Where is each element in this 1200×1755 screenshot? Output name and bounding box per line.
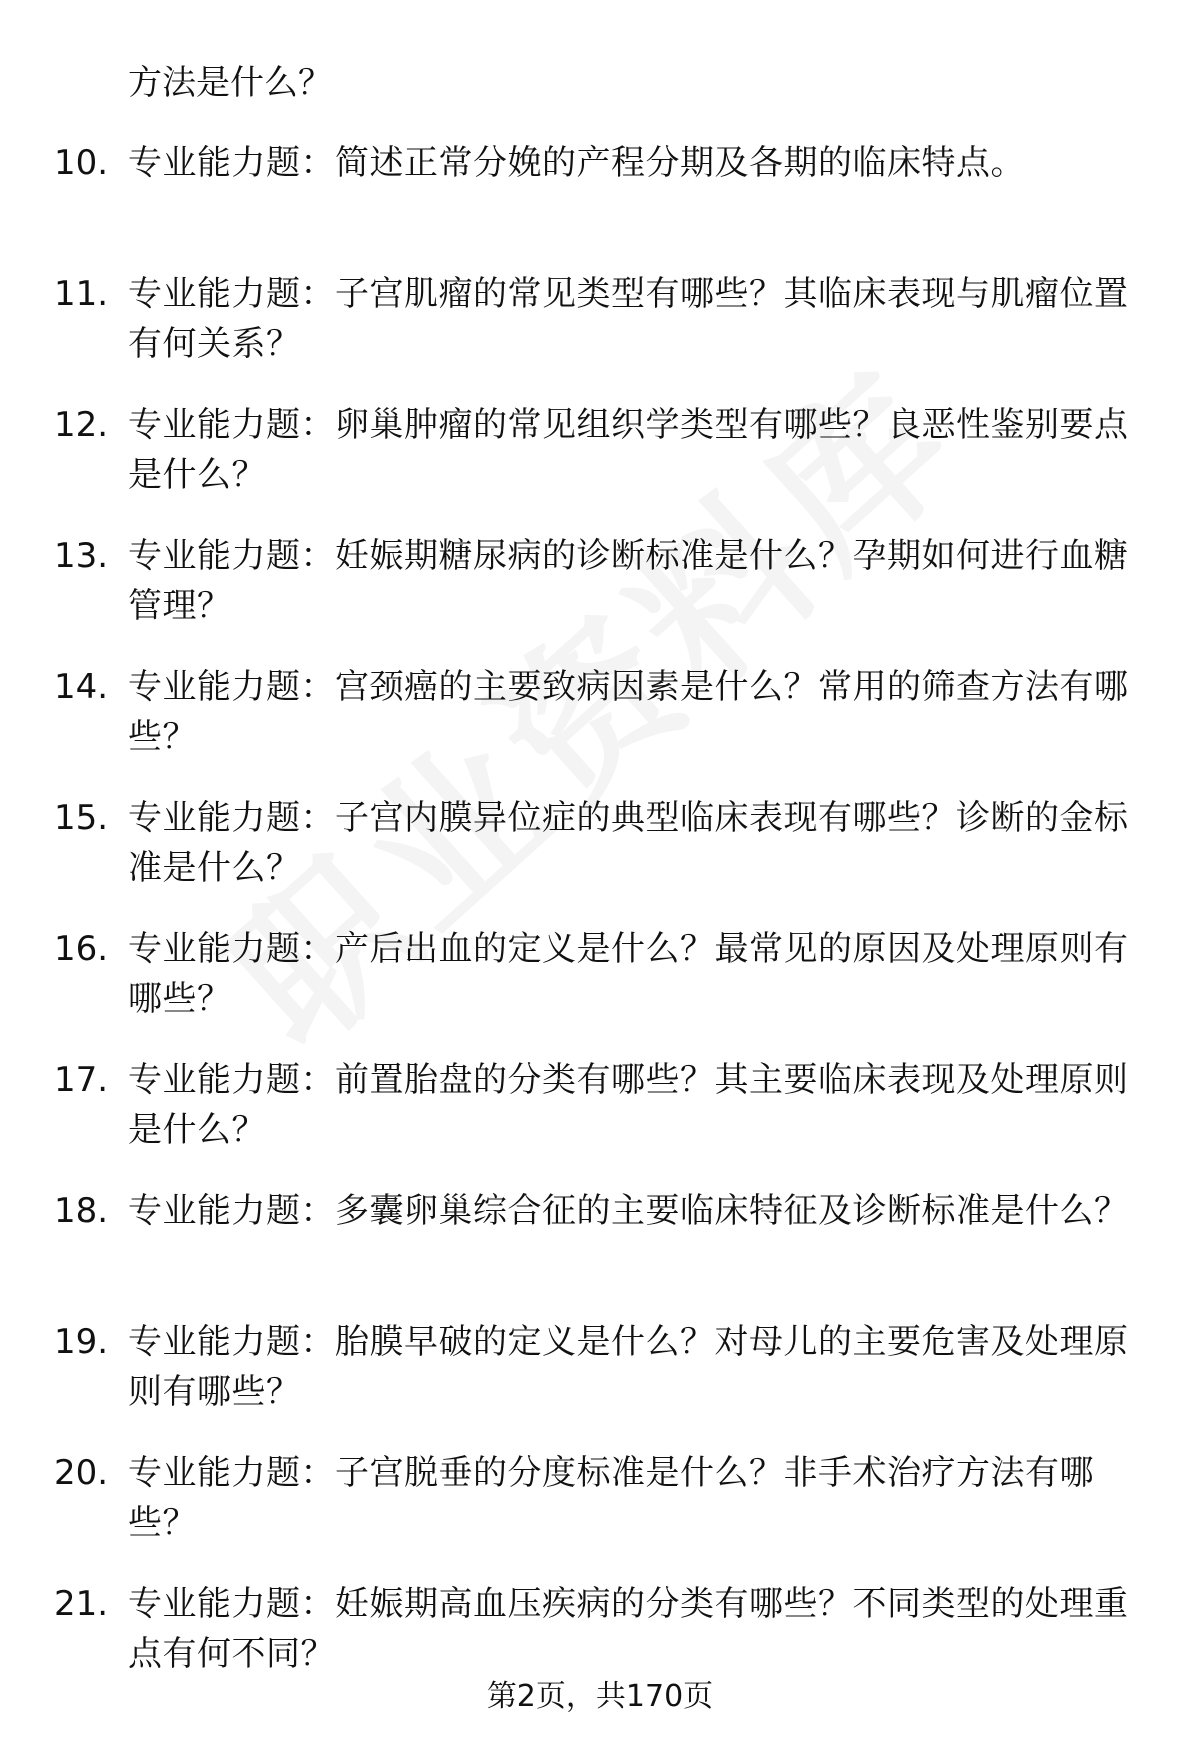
question-item xyxy=(0,1055,1200,1186)
question-list xyxy=(0,138,1200,1710)
question-item xyxy=(0,1317,1200,1448)
question-item xyxy=(0,138,1200,269)
question-item xyxy=(0,662,1200,793)
question-number: 15. xyxy=(54,798,109,838)
question-number: 11. xyxy=(54,274,109,314)
page-footer: 第2页，共170页 xyxy=(486,1679,714,1714)
question-item xyxy=(0,531,1200,662)
question-number: 17. xyxy=(54,1060,109,1100)
question-item xyxy=(0,924,1200,1055)
question-text: 专业能力题：子宫内膜异位症的典型临床表现有哪些？诊断的金标准是什么？ xyxy=(128,798,1129,888)
question-number: 19. xyxy=(54,1322,109,1362)
question-text: 专业能力题：产后出血的定义是什么？最常见的原因及处理原则有哪些？ xyxy=(128,929,1129,1019)
continued-question-text: 方法是什么？ xyxy=(128,63,332,103)
question-text: 专业能力题：妊娠期高血压疾病的分类有哪些？不同类型的处理重点有何不同？ xyxy=(128,1584,1129,1674)
question-text: 专业能力题：子宫肌瘤的常见类型有哪些？其临床表现与肌瘤位置有何关系？ xyxy=(128,274,1129,364)
question-item xyxy=(0,269,1200,400)
question-number: 21. xyxy=(54,1584,109,1624)
question-text: 专业能力题：宫颈癌的主要致病因素是什么？常用的筛查方法有哪些？ xyxy=(128,667,1129,757)
question-text: 专业能力题：前置胎盘的分类有哪些？其主要临床表现及处理原则是什么？ xyxy=(128,1060,1129,1150)
question-item xyxy=(0,793,1200,924)
question-number: 16. xyxy=(54,929,109,969)
question-item xyxy=(0,1448,1200,1579)
question-number: 12. xyxy=(54,405,109,445)
question-text: 专业能力题：多囊卵巢综合征的主要临床特征及诊断标准是什么？ xyxy=(128,1191,1129,1231)
question-number: 14. xyxy=(54,667,109,707)
question-text: 专业能力题：卵巢肿瘤的常见组织学类型有哪些？良恶性鉴别要点是什么？ xyxy=(128,405,1129,495)
question-item xyxy=(0,400,1200,531)
question-text: 专业能力题：子宫脱垂的分度标准是什么？非手术治疗方法有哪些？ xyxy=(128,1453,1094,1543)
question-text: 专业能力题：简述正常分娩的产程分期及各期的临床特点。 xyxy=(128,143,1025,183)
question-item xyxy=(0,1186,1200,1317)
question-number: 18. xyxy=(54,1191,109,1231)
question-text: 专业能力题：妊娠期糖尿病的诊断标准是什么？孕期如何进行血糖管理？ xyxy=(128,536,1129,626)
question-text: 专业能力题：胎膜早破的定义是什么？对母儿的主要危害及处理原则有哪些？ xyxy=(128,1322,1129,1412)
question-number: 10. xyxy=(54,143,109,183)
question-number: 13. xyxy=(54,536,109,576)
question-number: 20. xyxy=(54,1453,109,1493)
